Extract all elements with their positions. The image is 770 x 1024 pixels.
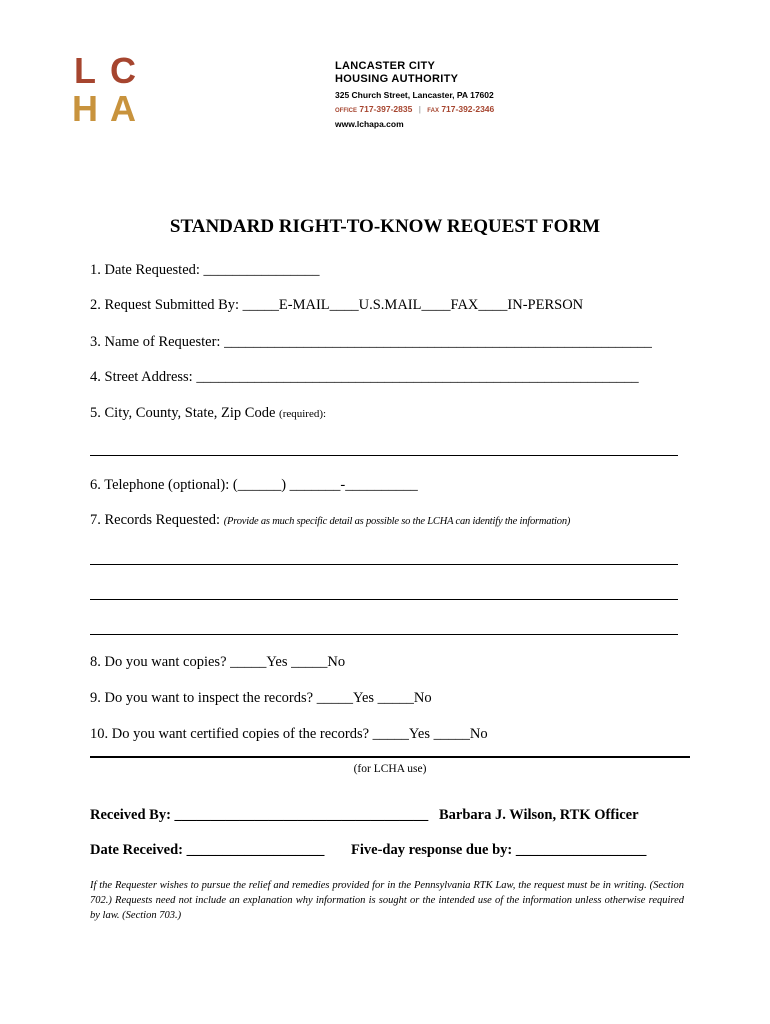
rtk-law-footnote: If the Requester wishes to pursue the relief and remedies provided for in the Pennsylvania RTK Law, the request must be in writing. (Section 702.) Requests need not include an explanation why information is sought or the intended use of the information unless otherwise required by law. (Section 703.): [90, 880, 684, 921]
org-phones: [335, 102, 494, 118]
lcha-use-label: (for LCHA use): [353, 763, 427, 775]
five-day-response-field[interactable]: Five-day response due by: __________________: [351, 842, 647, 858]
required-note: (required):: [279, 408, 327, 420]
city-label: 5. City, County, State, Zip Code: [90, 405, 276, 421]
org-website[interactable]: www.lchapa.com: [335, 119, 404, 129]
date-received-field[interactable]: Date Received: ___________________: [90, 842, 325, 858]
records-label: 7. Records Requested:: [90, 512, 221, 528]
logo-letter-a: A: [110, 88, 136, 129]
phone-separator: |: [418, 104, 421, 114]
org-name-line2: HOUSING AUTHORITY: [335, 73, 459, 85]
office-phone: 717-397-2835: [359, 104, 413, 114]
telephone-field[interactable]: 6. Telephone (optional): (______) _______-__________: [90, 477, 418, 493]
city-county-state-zip-label: [90, 405, 326, 422]
certified-copies-question[interactable]: 10. Do you want certified copies of the records? _____Yes _____No: [90, 726, 488, 742]
records-input-line-2[interactable]: [90, 599, 678, 600]
records-note: (Provide as much specific detail as possible so the LCHA can identify the information): [223, 516, 571, 527]
received-by-field[interactable]: Received By: ___________________________________: [90, 807, 429, 823]
records-input-line-3[interactable]: [90, 634, 678, 635]
records-requested-label: [90, 512, 570, 529]
date-requested-field[interactable]: 1. Date Requested: ________________: [90, 262, 320, 278]
requester-name-field[interactable]: 3. Name of Requester: ___________________________________________________________: [90, 334, 652, 350]
lcha-logo: [68, 50, 142, 129]
records-input-line-1[interactable]: [90, 564, 678, 565]
logo-letter-h: H: [72, 88, 98, 129]
office-label: OFFICE: [335, 108, 357, 114]
org-address: 325 Church Street, Lancaster, PA 17602: [335, 90, 494, 100]
logo-letter-l: L: [74, 50, 96, 91]
fax-phone: 717-392-2346: [441, 104, 495, 114]
inspect-question[interactable]: 9. Do you want to inspect the records? _____Yes _____No: [90, 690, 432, 706]
lcha-use-divider: [90, 756, 690, 758]
form-title: STANDARD RIGHT-TO-KNOW REQUEST FORM: [169, 216, 601, 237]
street-address-field[interactable]: 4. Street Address: _____________________________________________________________: [90, 369, 639, 385]
rtk-officer-name: Barbara J. Wilson, RTK Officer: [439, 807, 639, 823]
submitted-by-field[interactable]: 2. Request Submitted By: _____E-MAIL____U.S.MAIL____FAX____IN-PERSON: [90, 297, 584, 313]
city-zip-input-line[interactable]: [90, 455, 678, 456]
org-header: [335, 60, 494, 131]
org-name-line1: LANCASTER CITY: [335, 60, 436, 72]
fax-label: FAX: [427, 108, 439, 114]
logo-letter-c: C: [110, 50, 136, 91]
copies-question[interactable]: 8. Do you want copies? _____Yes _____No: [90, 654, 346, 670]
